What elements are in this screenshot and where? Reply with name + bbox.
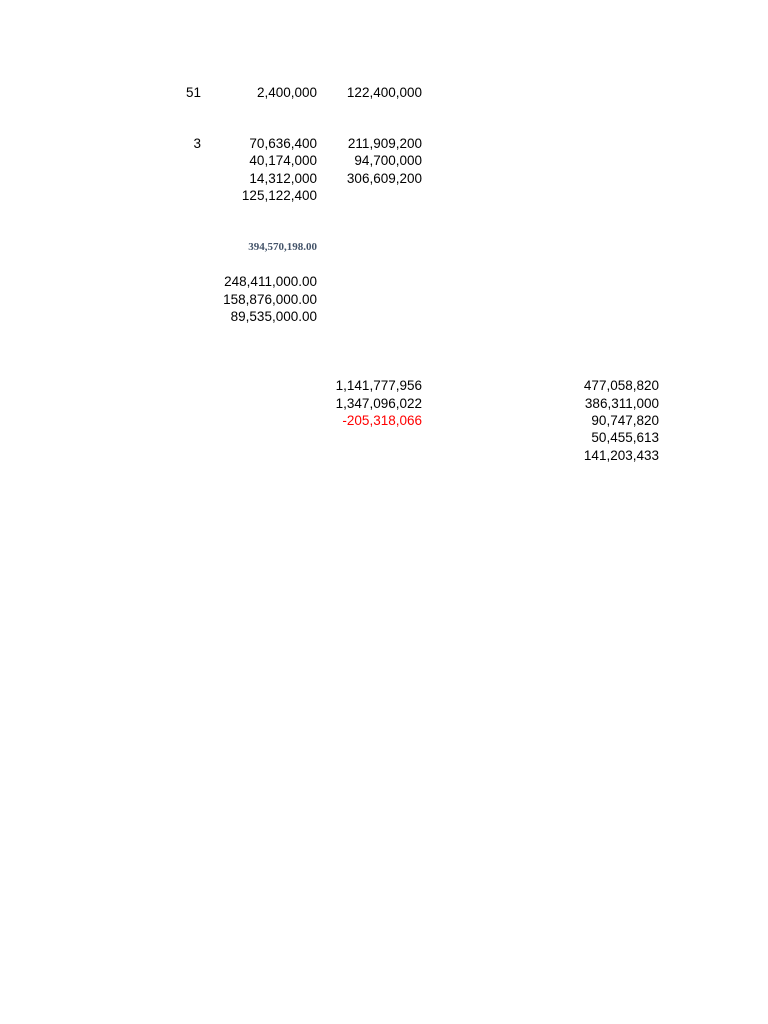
cell-r1-b: 2,400,000 [256, 85, 317, 100]
cell-r7-b: 248,411,000.00 [224, 274, 317, 289]
cell-r2-c: 211,909,200 [347, 136, 422, 151]
cell-r13-d: 50,455,613 [591, 430, 659, 445]
cell-r1-c: 122,400,000 [346, 85, 422, 100]
cell-r1-a: 51 [185, 85, 201, 100]
cell-r6-b: 394,570,198.00 [248, 241, 317, 253]
cell-r2-b: 70,636,400 [249, 136, 317, 151]
cell-r12-c: -205,318,066 [342, 413, 422, 428]
cell-r5-b: 125,122,400 [241, 188, 317, 203]
cell-r8-b: 158,876,000.00 [223, 292, 317, 307]
cell-r14-d: 141,203,433 [583, 448, 659, 463]
cell-r11-c: 1,347,096,022 [335, 396, 422, 411]
cell-r12-d: 90,747,820 [591, 413, 659, 428]
cell-r10-c: 1,141,777,956 [335, 378, 422, 393]
cell-r3-b: 40,174,000 [249, 153, 317, 168]
cell-r3-c: 94,700,000 [354, 153, 422, 168]
cell-r11-d: 386,311,000 [584, 396, 659, 411]
cell-r10-d: 477,058,820 [583, 378, 659, 393]
cell-r4-c: 306,609,200 [346, 171, 422, 186]
cell-r9-b: 89,535,000.00 [230, 309, 317, 324]
cell-r2-a: 3 [193, 136, 201, 151]
cell-r4-b: 14,312,000 [249, 171, 317, 186]
